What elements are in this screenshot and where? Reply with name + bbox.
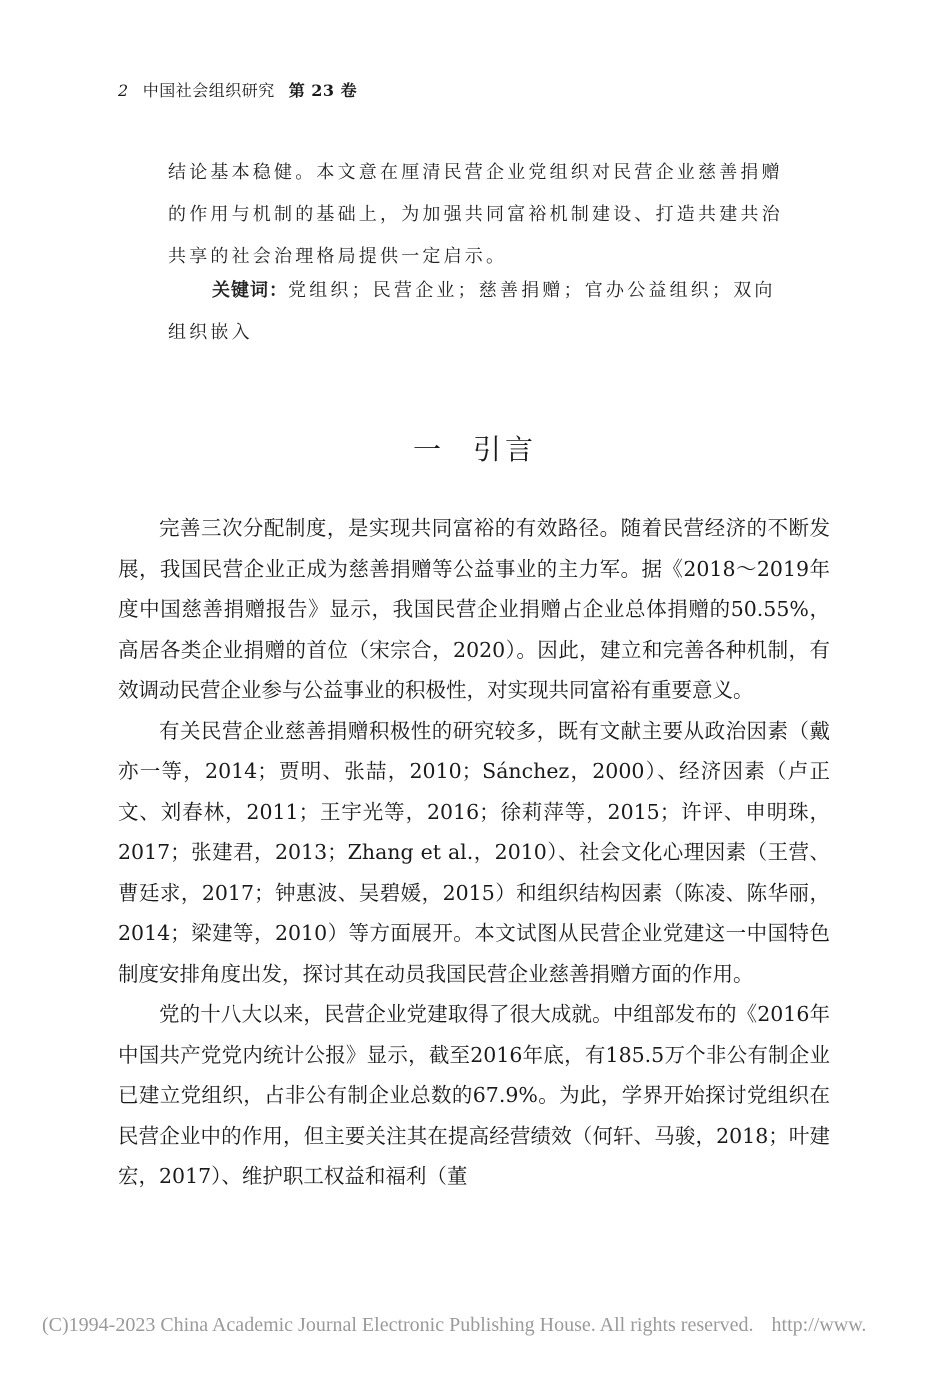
abstract-tail — [168, 152, 788, 278]
paragraph: 党的十八大以来，民营企业党建取得了很大成就。中组部发布的《2016年中国共产党党内统计公报》显示，截至2016年底，有185.5万个非公有制企业已建立党组织，占非公有制企业总数的67.9%。为此，学界开始探讨党组织在民营企业中的作用，但主要关注其在提高经营绩效（何轩、马骏，2018；叶建宏，2017）、维护职工权益和福利（董 — [118, 1002, 830, 1188]
paragraph: 完善三次分配制度，是实现共同富裕的有效路径。随着民营经济的不断发展，我国民营企业正成为慈善捐赠等公益事业的主力军。据《2018～2019年度中国慈善捐赠报告》显示，我国民营企业捐赠占企业总体捐赠的50.55%，高居各类企业捐赠的首位（宋宗合，2020）。因此，建立和完善各种机制，有效调动民营企业参与公益事业的积极性，对实现共同富裕有重要意义。 — [118, 516, 830, 702]
running-header — [118, 78, 357, 101]
journal-name: 中国社会组织研究 — [142, 81, 275, 100]
abstract-text: 结论基本稳健。本文意在厘清民营企业党组织对民营企业慈善捐赠的作用与机制的基础上，为加强共同富裕机制建设、打造共建共治共享的社会治理格局提供一定启示。 — [168, 162, 783, 267]
footer-url[interactable]: http://www. — [771, 1314, 867, 1336]
copyright-text: (C)1994-2023 China Academic Journal Electronic Publishing House. All rights reserved. — [42, 1314, 754, 1336]
keywords — [168, 270, 788, 354]
copyright-footer — [42, 1314, 866, 1337]
section-heading — [0, 428, 950, 468]
body-text — [118, 508, 830, 1197]
volume-label: 第 23 卷 — [288, 81, 358, 100]
page-number: 2 — [118, 81, 129, 100]
keywords-text: 党组织；民营企业；慈善捐赠；官办公益组织；双向组织嵌入 — [168, 280, 776, 343]
keywords-label: 关键词： — [212, 280, 288, 301]
section-number: 一 — [412, 433, 445, 466]
paragraph: 有关民营企业慈善捐赠积极性的研究较多，既有文献主要从政治因素（戴亦一等，2014；贾明、张喆，2010；Sánchez，2000）、经济因素（卢正文、刘春林，2011；王宇光等，2016；徐莉萍等，2015；许评、申明珠，2017；张建君，2013；Zhang et al.，2010）、社会文化心理因素（王营、曹廷求，2017；钟惠波、吴碧媛，2015）和组织结构因素（陈凌、陈华丽，2014；梁建等，2010）等方面展开。本文试图从民营企业党建这一中国特色制度安排角度出发，探讨其在动员我国民营企业慈善捐赠方面的作用。 — [118, 718, 830, 986]
section-title: 引言 — [473, 433, 538, 466]
